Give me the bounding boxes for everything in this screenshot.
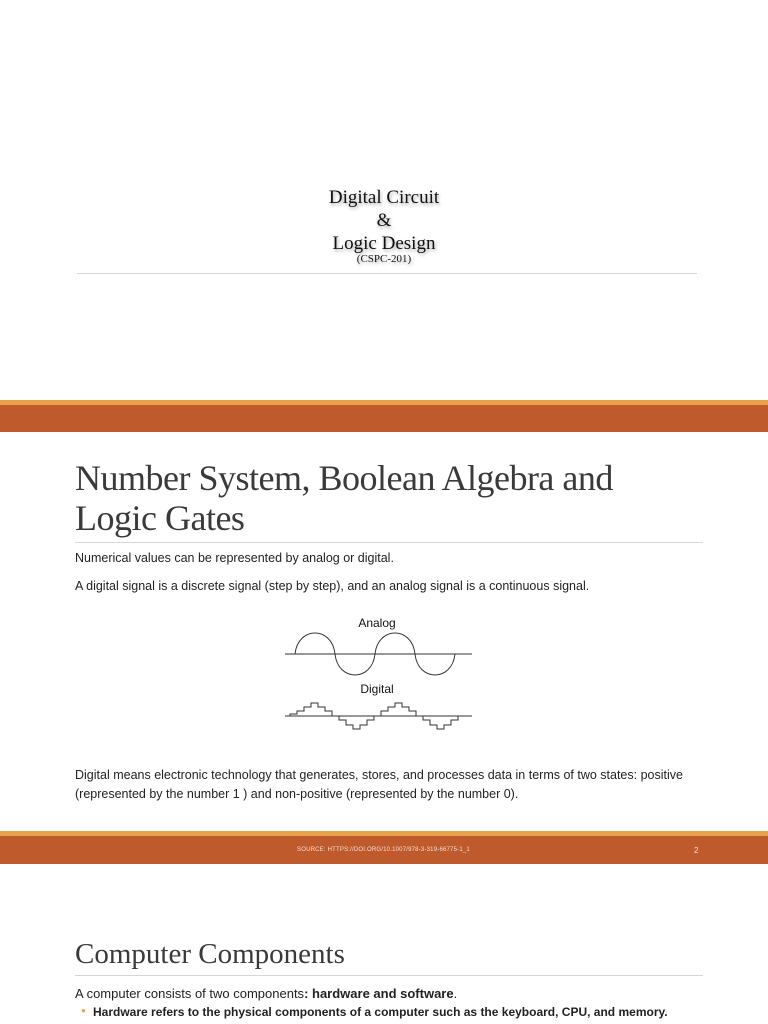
slide2-heading [75, 458, 613, 538]
title-line-3: Logic Design [332, 233, 436, 254]
slide3-bullet-1: Hardware refers to the physical components of a computer such as the keyboard, CPU, and memory. [93, 1005, 668, 1019]
footer-bar [0, 836, 768, 864]
digital-label: Digital [360, 682, 394, 696]
page-number: 2 [694, 846, 699, 855]
title-divider [77, 273, 697, 274]
bullet-icon: ● [81, 1006, 86, 1015]
intro-suffix: . [453, 986, 458, 1001]
title-block [0, 186, 768, 265]
paragraph-3: Digital means electronic technology that generates, stores, and processes data in terms of two states: positive (represented by the number 1 ) and non-positive (represented by the number 0). [75, 768, 683, 801]
heading-divider [75, 542, 703, 543]
paragraph-2: A digital signal is a discrete signal (step by step), and an analog signal is a continuous signal. [75, 579, 590, 593]
slide3-divider [75, 975, 703, 976]
slide3-heading: Computer Components [75, 938, 345, 970]
analog-digital-figure [280, 612, 480, 740]
header-bar [0, 405, 768, 432]
paragraph-1: Numerical values can be represented by analog or digital. [75, 551, 394, 565]
analog-label: Analog [358, 616, 396, 630]
intro-bold: : hardware and software [304, 986, 454, 1001]
slide-title [0, 0, 768, 400]
heading-line-2: Logic Gates [75, 498, 245, 538]
title-line-1: Digital Circuit [328, 187, 440, 208]
heading-line-1: Number System, Boolean Algebra and [75, 458, 613, 498]
slide-computer-components [0, 864, 768, 1024]
slide-number-system [0, 432, 768, 831]
footer-source: SOURCE: HTTPS://DOI.ORG/10.1007/978-3-319-66775-1_1 [297, 847, 470, 853]
title-line-2: & [376, 210, 392, 231]
intro-text: A computer consists of two components [75, 986, 305, 1001]
course-code: (CSPC-201) [356, 253, 412, 265]
slide3-intro [75, 984, 457, 1003]
